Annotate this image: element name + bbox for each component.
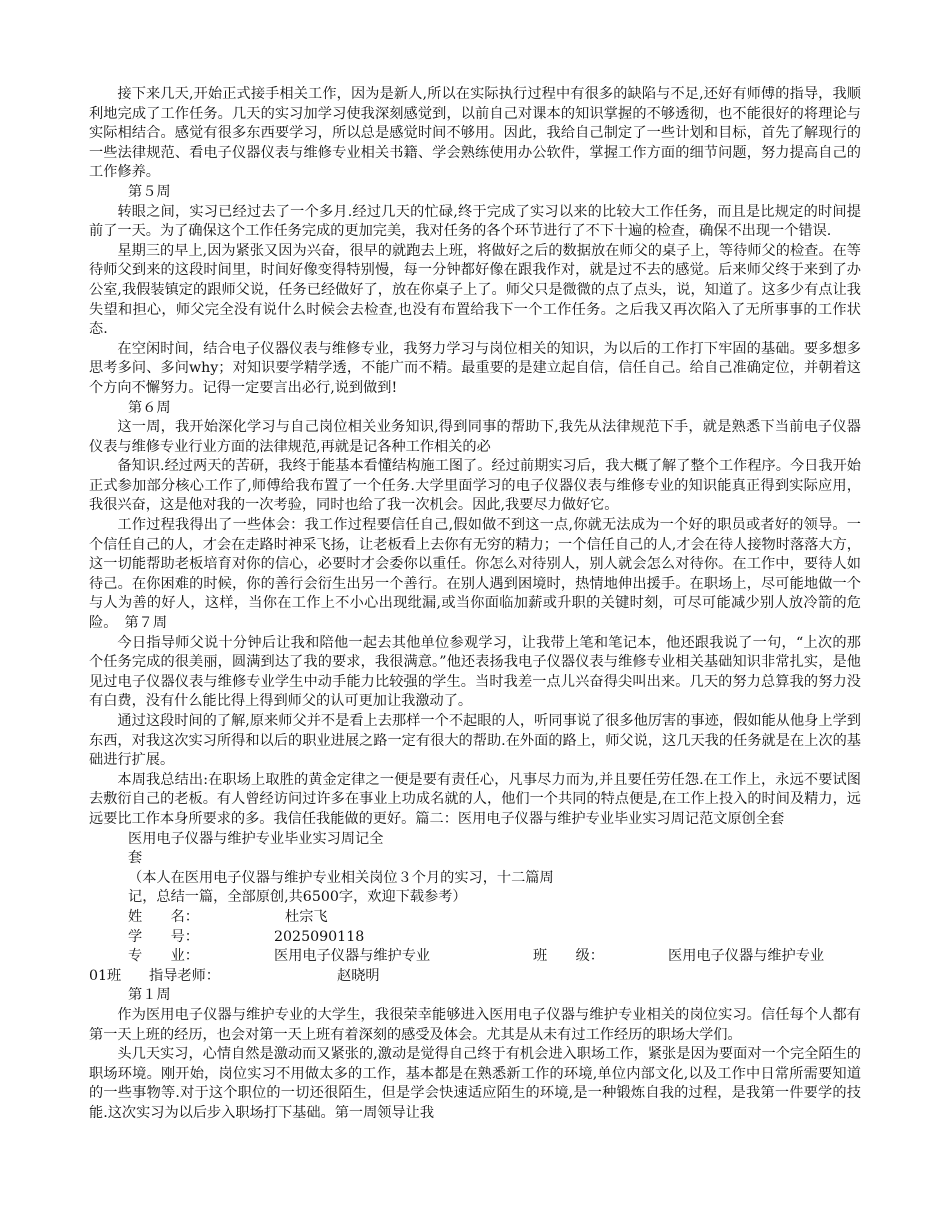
paragraph: 工作过程我得出了一些体会：我工作过程要信任自己,假如做不到这一点,你就无法成为一个好的职员或者好的领导。一个信任自己的人，才会在走路时神采飞扬，让老板看上去你有无穷的精力；一个信任自己的人,才会在待人接物时落落大方，这一切能帮助老板培育对你的信心，必要时才会委你以重任。你怎么对待别人，别人就会怎么对待你。在工作中，要待人如待己。在你困难的时候，你的善行会衍生出另一个善行。在别人遇到困境时，热情地伸出援手。在职场上，尽可能地做一个与人为善的好人，这样，当你在工作上不小心出现纰漏,或当你面临加薪或升职的关键时刻，可尽可能减少别人放冷箭的危险。 第７周	[89, 517, 861, 632]
advisor-value: 赵晓明	[337, 967, 380, 984]
document-title-line-1: 医用电子仪器与维护专业毕业实习周记全	[128, 830, 384, 847]
paragraph: 本周我总结出:在职场上取胜的黄金定律之一便是要有责任心，凡事尽力而为,并且要任劳任怨.在工作上，永远不要试图去敷衍自己的老板。有人曾经访问过许多在事业上功成名就的人，他们一个共同的特点便是,在工作上投入的时间及精力，远远要比工作本身所要求的多。我信任我能做的更好。篇二：医用电子仪器与维护专业毕业实习周记范文原创全套	[89, 771, 861, 827]
paragraph: 今日指导师父说十分钟后让我和陪他一起去其他单位参观学习，让我带上笔和笔记本，他还跟我说了一句，“上次的那个任务完成的很美丽，圆满到达了我的要求，我很满意。”他还表扬我电子仪器仪表与维修专业相关基础知识非常扎实，是他见过电子仪器仪表与维修专业学生中动手能力比较强的学生。当时我差一点儿兴奋得尖叫出来。几天的努力总算我的努力没有白费，没有什么能比得上得到师父的认可更加让我激动了。	[89, 634, 861, 710]
student-id-label: 学 号：	[128, 928, 199, 945]
document-note-line-2: 记，总结一篇，全部原创,共6500字，欢迎下载参考）	[128, 889, 467, 906]
class-value: 医用电子仪器与维护专业	[668, 948, 825, 965]
paragraph: 备知识.经过两天的苦研，我终于能基本看懂结构施工图了。经过前期实习后，我大概了解了整个工作程序。今日我开始正式参加部分核心工作了,师傅给我布置了一个任务.大学里面学习的电子仪器仪表与维修专业的知识能真正得到实际应用，我很兴奋，这是他对我的一次考验，同时也给了我一次机会。因此,我要尽力做好它。	[89, 458, 861, 514]
paragraph: 这一周，我开始深化学习与自己岗位相关业务知识,得到同事的帮助下,我先从法律规范下手，就是熟悉下当前电子仪器仪表与维修专业行业方面的法律规范,再就是记各种工作相关的必	[89, 419, 861, 455]
paragraph: 星期三的早上,因为紧张又因为兴奋，很早的就跑去上班，将做好之后的数据放在师父的桌子上，等待师父的检查。在等待师父到来的这段时间里，时间好像变得特别慢，每一分钟都好像在跟我作对，就是过不去的感觉。后来师父终于来到了办公室,我假装镇定的跟师父说，任务已经做好了，放在你桌子上了。师父只是微微的点了点头，说，知道了。这多少有点让我失望和担心，师父完全没有说什么时候会去检查,也没有布置给我下一个工作任务。之后我又再次陷入了无所事事的工作状态.	[89, 242, 861, 338]
major-value: 医用电子仪器与维护专业	[274, 948, 431, 965]
class-suffix: 01班	[89, 967, 122, 984]
document-title-line-2: 套	[128, 850, 143, 867]
class-label: 班 级：	[533, 948, 604, 965]
week-heading: 第１周	[128, 987, 171, 1004]
info-row-name	[89, 908, 861, 928]
info-row-class-advisor	[89, 967, 861, 987]
name-label: 姓 名：	[128, 908, 199, 925]
paragraph: 接下来几天,开始正式接手相关工作，因为是新人,所以在实际执行过程中有很多的缺陷与不足,还好有师傅的指导，我顺利地完成了工作任务。几天的实习加学习使我深刻感觉到，以前自己对课本的知识掌握的不够透彻，也不能很好的将理论与实际相结合。感觉有很多东西要学习，所以总是感觉时间不够用。因此，我给自己制定了一些计划和目标，首先了解现行的一些法律规范、看电子仪器仪表与维修专业相关书籍、学会熟练使用办公软件，掌握工作方面的细节问题，努力提高自己的工作修养。	[89, 86, 861, 181]
paragraph: 头几天实习，心情自然是激动而又紧张的,激动是觉得自己终于有机会进入职场工作，紧张是因为要面对一个完全陌生的职场环境。刚开始，岗位实习不用做太多的工作，基本都是在熟悉新工作的环境,单位内部文化,以及工作中日常所需要知道的一些事物等.对于这个职位的一切还很陌生，但是学会快速适应陌生的环境,是一种锻炼自我的过程，是我第一件要学的技能.这次实习为以后步入职场打下基础。第一周领导让我	[89, 1046, 861, 1121]
advisor-label: 指导老师：	[149, 967, 220, 984]
name-value: 杜宗飞	[285, 908, 328, 925]
info-row-major-class	[89, 947, 861, 967]
student-id-value: 2025090118	[274, 928, 365, 945]
paragraph: 作为医用电子仪器与维护专业的大学生，我很荣幸能够进入医用电子仪器与维护专业相关的岗位实习。信任每个人都有第一天上班的经历，也会对第一天上班有着深刻的感受及体会。尤其是从未有过工作经历的职场大学们。	[89, 1006, 861, 1043]
document-note-line-1: （本人在医用电子仪器与维护专业相关岗位３个月的实习，十二篇周	[128, 869, 554, 886]
major-label: 专 业：	[128, 948, 199, 965]
paragraph: 通过这段时间的了解,原来师父并不是看上去那样一个不起眼的人，听同事说了很多他厉害的事迹，假如能从他身上学到东西，对我这次实习所得和以后的职业进展之路一定有很大的帮助.在外面的路上，师父说，这几天我的任务就是在上次的基础进行扩展。	[89, 713, 861, 769]
week-heading: 第５周	[128, 183, 171, 200]
week-heading: 第６周	[128, 399, 171, 416]
paragraph: 转眼之间，实习已经过去了一个多月.经过几天的忙碌,终于完成了实习以来的比较大工作任务，而且是比规定的时间提前了一天。为了确保这个工作任务完成的更加完美，我对任务的各个环节进行了不下十遍的检查，确保不出现一个错误.	[89, 203, 861, 240]
document-page	[89, 85, 861, 1123]
paragraph: 在空闲时间，结合电子仪器仪表与维修专业，我努力学习与岗位相关的知识，为以后的工作打下牢固的基础。要多想多思考多问、多问why；对知识要学精学透，不能广而不精。最重要的是建立起自信，信任自己。给自己准确定位，并朝着这个方向不懈努力。记得一定要言出必行,说到做到!	[89, 340, 861, 396]
info-row-id	[89, 928, 861, 948]
